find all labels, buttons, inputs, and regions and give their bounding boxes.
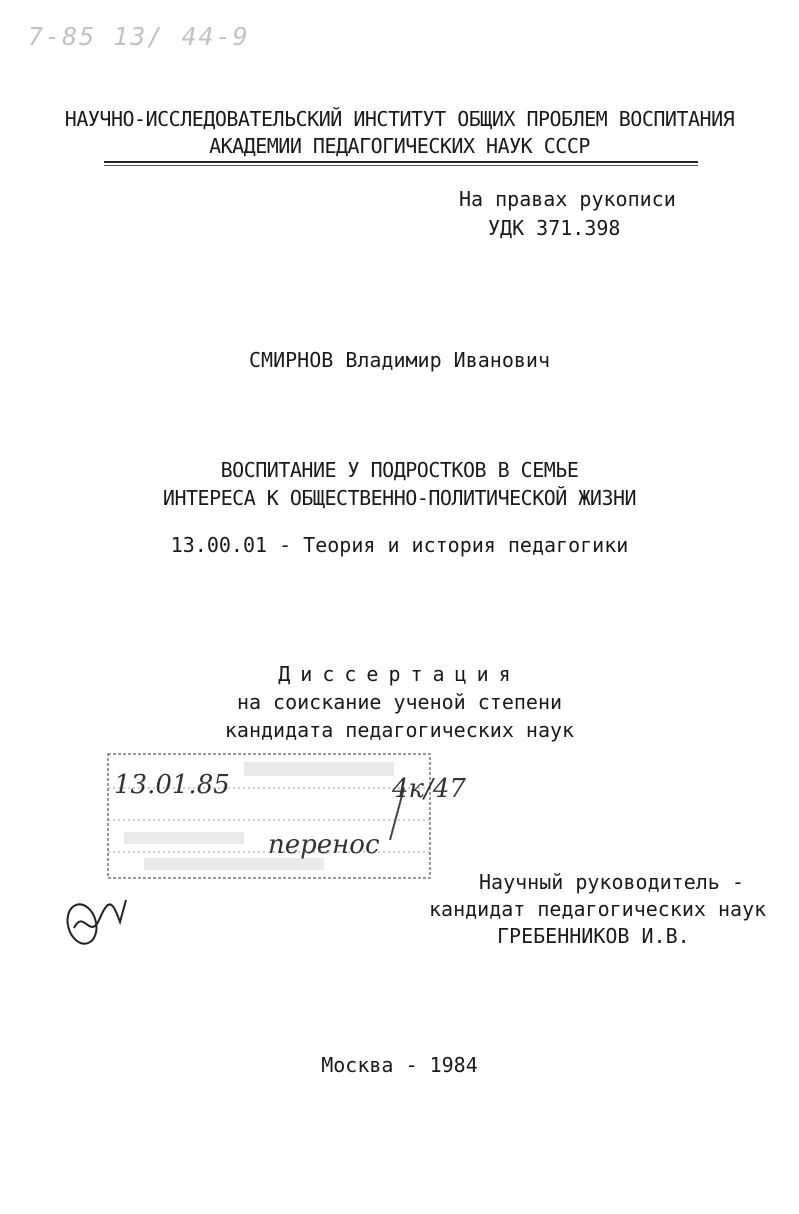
stamp-number: 4к/47 <box>392 774 466 804</box>
signature-icon <box>56 888 136 948</box>
archive-mark: 7-85 13/ 44-9 <box>28 22 250 51</box>
stamp-date: 13.01.85 <box>114 770 230 800</box>
header-rule <box>104 161 698 163</box>
thesis-title-line2: ИНТЕРЕСА К ОБЩЕСТВЕННО-ПОЛИТИЧЕСКОЙ ЖИЗНИ <box>162 486 637 510</box>
supervisor-name: ГРЕБЕННИКОВ И.В. <box>497 924 690 948</box>
author-name: СМИРНОВ Владимир Иванович <box>248 348 551 372</box>
thesis-title-line1: ВОСПИТАНИЕ У ПОДРОСТКОВ В СЕМЬЕ <box>220 458 579 482</box>
header-rule-thin <box>104 165 698 166</box>
academy-name: АКАДЕМИИ ПЕДАГОГИЧЕСКИХ НАУК СССР <box>209 134 590 158</box>
degree-line1: на соискание ученой степени <box>236 690 563 714</box>
city-year: Москва - 1984 <box>321 1053 478 1077</box>
degree-line2: кандидата педагогических наук <box>224 718 575 742</box>
supervisor-label: Научный руководитель - <box>479 870 744 894</box>
supervisor-degree: кандидат педагогических наук <box>429 897 767 921</box>
stamp-handwritten-word: перенос <box>268 830 380 860</box>
library-stamp <box>104 748 436 883</box>
manuscript-rights: На правах рукописи <box>459 187 676 211</box>
specialty-code: 13.00.01 - Теория и история педагогики <box>170 533 629 557</box>
udc-code: УДК 371.398 <box>488 216 621 240</box>
dissertation-label: Диссертация <box>278 662 521 686</box>
institute-name: НАУЧНО-ИССЛЕДОВАТЕЛЬСКИЙ ИНСТИТУТ ОБЩИХ ПРОБЛЕМ ВОСПИТАНИЯ <box>64 107 735 131</box>
